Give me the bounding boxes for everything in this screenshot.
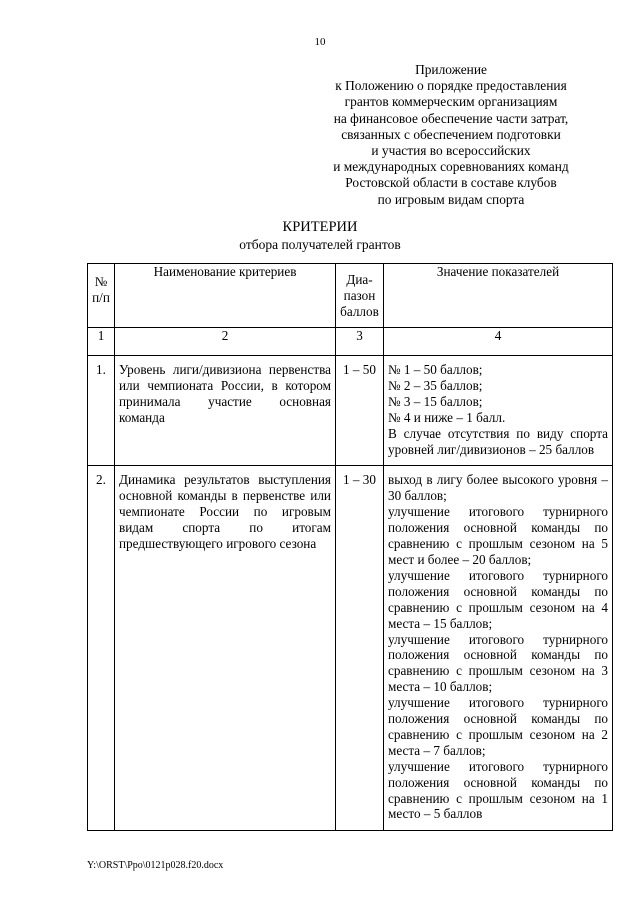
value-line: В случае отсутствия по виду спорта уровней лиг/дивизионов – 25 баллов [388,425,608,457]
criterion-values [384,356,613,466]
appendix-line: Ростовской области в составе клубов [345,175,557,191]
appendix-line: и международных соревнованиях команд [333,159,569,175]
row-number: 2. [88,466,115,831]
appendix-line: на финансовое обеспечение части затрат, [333,110,569,126]
document-title: КРИТЕРИИ [282,219,358,235]
header-value: Значение показателей [384,264,613,328]
column-number: 1 [88,328,115,356]
page-number: 10 [314,36,326,48]
value-line: улучшение итогового турнирного положения основной команды по сравнению с прошлым сезоном на 2 места – 7 баллов; [388,695,608,758]
row-number: 1. [88,356,115,466]
criterion-range: 1 – 30 [336,466,384,831]
header-num: № п/п [88,264,115,328]
appendix-header [298,62,604,208]
appendix-line: по игровым видам спорта [377,191,525,207]
criterion-range: 1 – 50 [336,356,384,466]
criterion-name: Уровень лиги/дивизиона первенства или чемпионата России, в котором принимала участие основная команда [115,356,336,466]
appendix-line: к Положению о порядке предоставления [335,78,567,94]
table-row [88,466,613,831]
table-row [88,356,613,466]
value-line: выход в лигу более высокого уровня – 30 баллов; [388,472,608,504]
value-line: № 4 и ниже – 1 балл. [388,409,506,425]
column-number: 2 [115,328,336,356]
criterion-values [384,466,613,831]
appendix-line: Приложение [415,62,487,77]
file-path-footer: Y:\ORST\Ppo\0121p028.f20.docx [87,860,224,871]
appendix-line: связанных с обеспечением подготовки [341,126,561,142]
header-range: Диа-пазон баллов [336,264,384,328]
value-line: № 3 – 15 баллов; [388,393,483,409]
value-line: улучшение итогового турнирного положения основной команды по сравнению с прошлым сезоном на 4 места – 15 баллов; [388,567,608,631]
document-subtitle: отбора получателей грантов [239,237,401,252]
column-number-row [88,328,613,356]
value-line: улучшение итогового турнирного положения основной команды по сравнению с прошлым сезоном на 1 место – 5 баллов [388,758,608,822]
value-line: улучшение итогового турнирного положения основной команды по сравнению с прошлым сезоном на 5 мест и более – 20 баллов; [388,504,608,567]
appendix-line: и участия во всероссийских [371,143,531,159]
criteria-table [87,263,613,831]
value-line: № 2 – 35 баллов; [388,377,483,393]
criterion-name: Динамика результатов выступления основной команды в первенстве или чемпионате России по игровым видам спорта по итогам предшествующего игрового сезона [115,466,336,831]
value-line: улучшение итогового турнирного положения основной команды по сравнению с прошлым сезоном на 3 места – 10 баллов; [388,631,608,695]
header-name: Наименование критериев [115,264,336,328]
value-line: № 1 – 50 баллов; [388,362,483,377]
appendix-line: грантов коммерческим организациям [344,94,558,110]
column-number: 4 [384,328,613,356]
table-header-row [88,264,613,328]
column-number: 3 [336,328,384,356]
